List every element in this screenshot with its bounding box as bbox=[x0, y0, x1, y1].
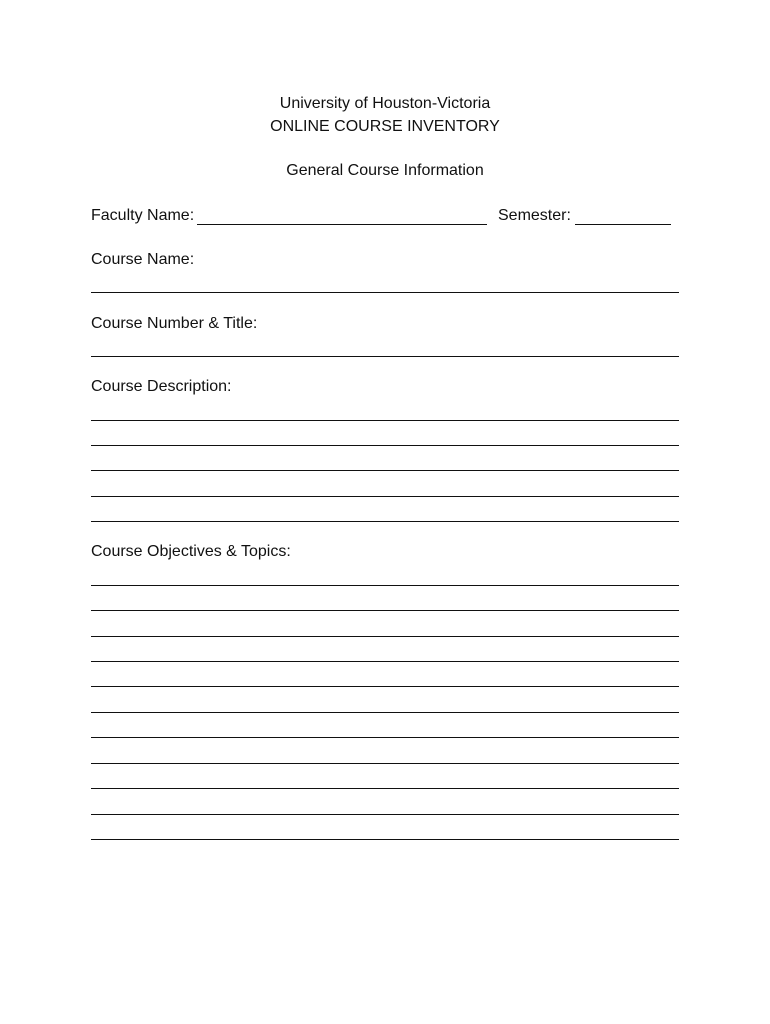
course-objectives-line-4[interactable] bbox=[91, 661, 679, 662]
course-objectives-line-8[interactable] bbox=[91, 763, 679, 764]
course-objectives-line-5[interactable] bbox=[91, 686, 679, 687]
form-title: ONLINE COURSE INVENTORY bbox=[270, 118, 500, 135]
course-description-line-1[interactable] bbox=[91, 420, 679, 421]
course-objectives-label: Course Objectives & Topics: bbox=[91, 543, 291, 560]
course-objectives-line-2[interactable] bbox=[91, 610, 679, 611]
course-name-label: Course Name: bbox=[91, 251, 195, 268]
course-number-title-label: Course Number & Title: bbox=[91, 315, 258, 332]
semester-label: Semester: bbox=[498, 207, 571, 224]
section-title: General Course Information bbox=[286, 162, 484, 179]
course-objectives-line-1[interactable] bbox=[91, 585, 679, 586]
course-number-title-line[interactable] bbox=[91, 356, 679, 357]
course-objectives-line-9[interactable] bbox=[91, 788, 679, 789]
faculty-name-field[interactable] bbox=[197, 224, 487, 225]
course-description-line-5[interactable] bbox=[91, 521, 679, 522]
course-objectives-line-7[interactable] bbox=[91, 737, 679, 738]
course-description-line-3[interactable] bbox=[91, 470, 679, 471]
institution-name: University of Houston-Victoria bbox=[279, 95, 491, 112]
course-objectives-line-10[interactable] bbox=[91, 814, 679, 815]
course-description-line-2[interactable] bbox=[91, 445, 679, 446]
course-description-line-4[interactable] bbox=[91, 496, 679, 497]
course-name-line[interactable] bbox=[91, 292, 679, 293]
course-objectives-line-3[interactable] bbox=[91, 636, 679, 637]
course-objectives-line-11[interactable] bbox=[91, 839, 679, 840]
semester-field[interactable] bbox=[575, 224, 671, 225]
faculty-name-label: Faculty Name: bbox=[91, 207, 195, 224]
course-description-label: Course Description: bbox=[91, 378, 232, 395]
course-objectives-line-6[interactable] bbox=[91, 712, 679, 713]
